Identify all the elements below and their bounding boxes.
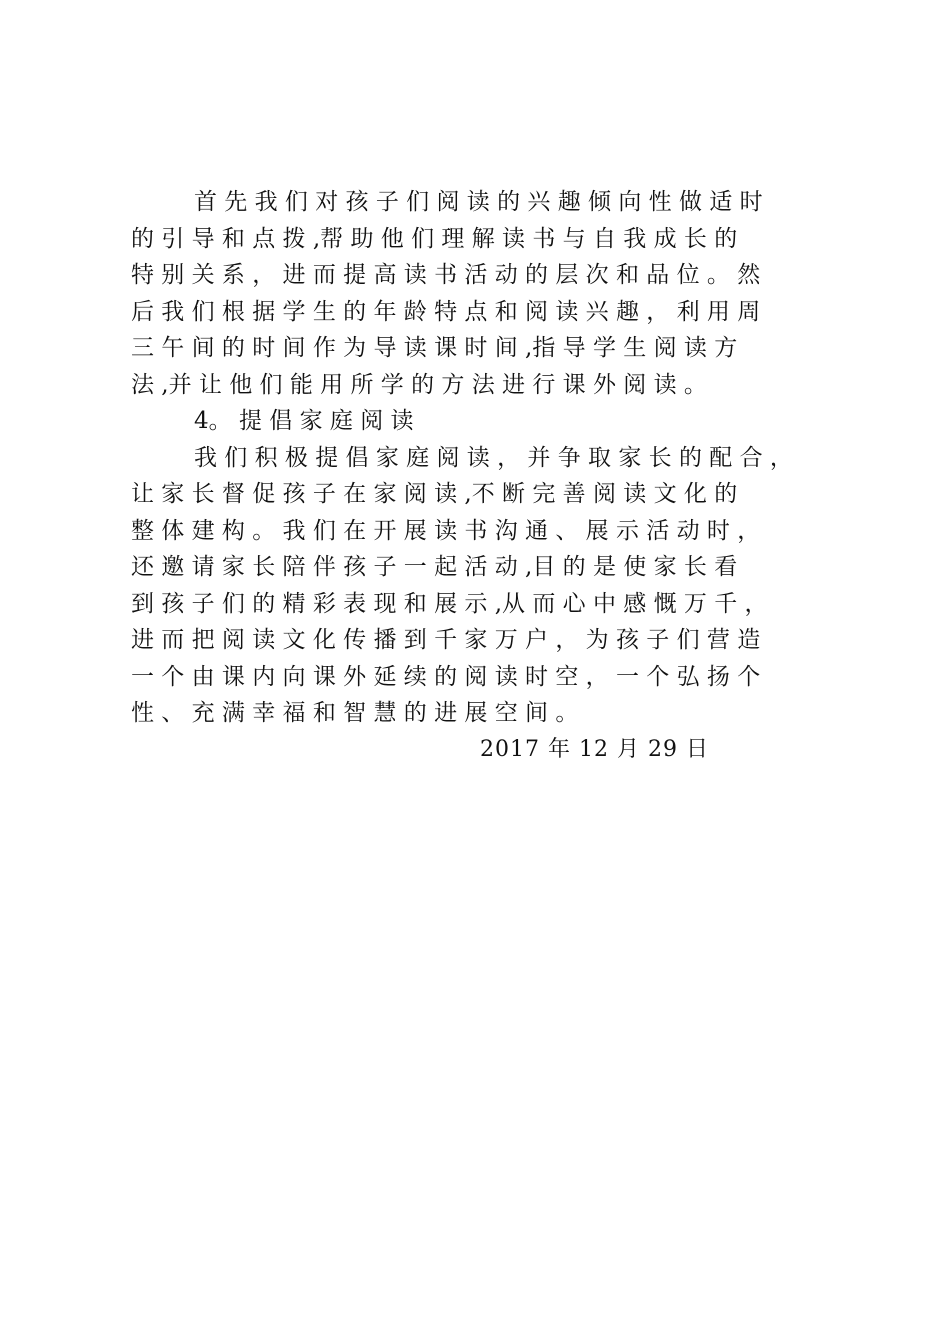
paragraph-2-line-6: 进 而 把 阅 读 文 化 传 播 到 千 家 万 户 ， 为 孩 子 们 营 造 bbox=[131, 627, 761, 653]
paragraph-2-line-8: 性 、 充 满 幸 福 和 智 慧 的 进 展 空 间 。 bbox=[131, 700, 579, 726]
document-date: 2017 年 12 月 29 日 bbox=[480, 736, 709, 762]
paragraph-1-line-4: 后 我 们 根 据 学 生 的 年 龄 特 点 和 阅 读 兴 趣 ， 利 用 周 bbox=[131, 298, 761, 325]
paragraph-2-line-2: 让 家 长 督 促 孩 子 在 家 阅 读 ,不 断 完 善 阅 读 文 化 的 bbox=[131, 481, 738, 507]
paragraph-1-line-2: 的 引 导 和 点 拨 ,帮 助 他 们 理 解 读 书 与 自 我 成 长 的 bbox=[131, 225, 738, 252]
paragraph-2-line-4: 还 邀 请 家 长 陪 伴 孩 子 一 起 活 动 ,目 的 是 使 家 长 看 bbox=[131, 554, 738, 580]
section-heading-family-reading: 4。 提 倡 家 庭 阅 读 bbox=[194, 408, 414, 434]
paragraph-1-line-5: 三 午 间 的 时 间 作 为 导 读 课 时 间 ,指 导 学 生 阅 读 方 bbox=[131, 335, 738, 361]
paragraph-1-line-6: 法 ,并 让 他 们 能 用 所 学 的 方 法 进 行 课 外 阅 读 。 bbox=[131, 371, 707, 398]
paragraph-2-line-3: 整 体 建 构 。 我 们 在 开 展 读 书 沟 通 、 展 示 活 动 时 ， bbox=[131, 517, 761, 544]
paragraph-1-line-1: 首 先 我 们 对 孩 子 们 阅 读 的 兴 趣 倾 向 性 做 适 时 bbox=[194, 189, 763, 215]
paragraph-1-line-3: 特 别 关 系 ， 进 而 提 高 读 书 活 动 的 层 次 和 品 位 。 然 bbox=[131, 262, 761, 288]
document-body bbox=[131, 184, 831, 768]
paragraph-2-line-1: 我 们 积 极 提 倡 家 庭 阅 读 ， 并 争 取 家 长 的 配 合 ， bbox=[194, 444, 793, 471]
paragraph-2-line-7: 一 个 由 课 内 向 课 外 延 续 的 阅 读 时 空 ， 一 个 弘 扬 个 bbox=[131, 663, 761, 690]
paragraph-2-line-5: 到 孩 子 们 的 精 彩 表 现 和 展 示 ,从 而 心 中 感 慨 万 千 ， bbox=[131, 590, 768, 617]
